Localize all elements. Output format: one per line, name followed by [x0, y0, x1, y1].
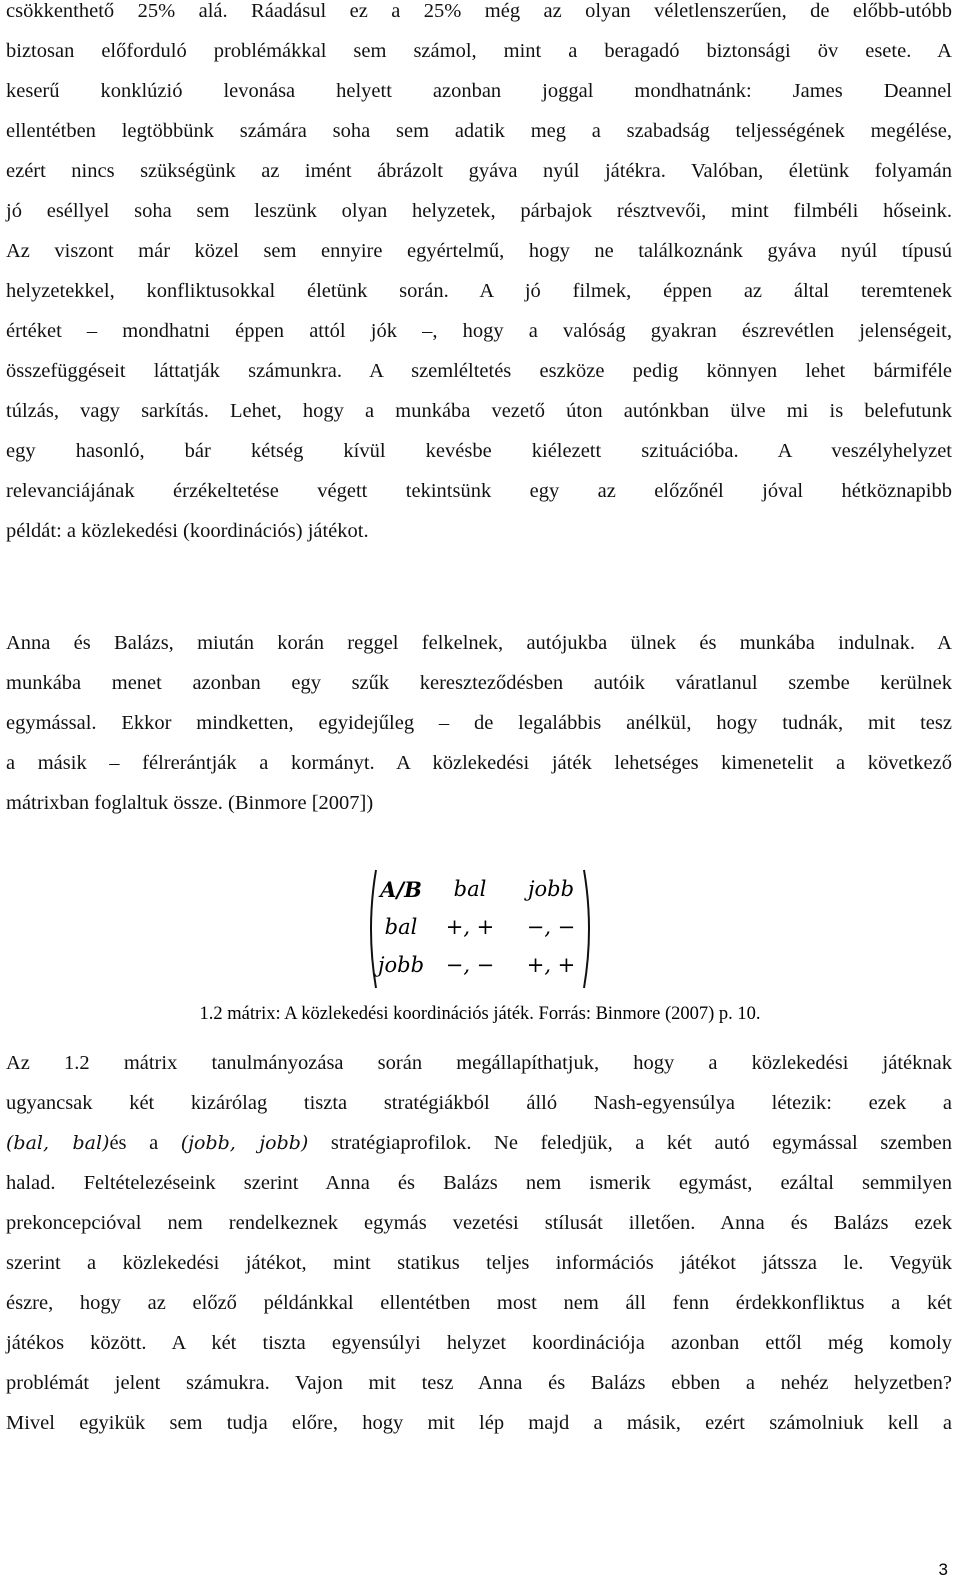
text-line: egymással. Ekkor mindketten, egyidejűleg – de legalábbis anélkül, hogy tudnák, mit tesz [6, 712, 952, 734]
text-line: relevanciájának érzékeltetése végett tekintsünk egy az előzőnél jóval hétköznapibb [6, 480, 952, 502]
paragraph-1 [6, 0, 952, 560]
text-line: a másik – félrerántják a kormányt. A közlekedési játék lehetséges kimenetelit a következő [6, 752, 952, 774]
text-line: prekoncepcióval nem rendelkeznek egymás vezetési stílusát illetően. Anna és Balázs ezek [6, 1212, 952, 1234]
right-parenthesis [582, 868, 596, 990]
text-line: csökkenthető 25% alá. Ráadásul ez a 25% még az olyan véletlenszerűen, de előbb-utóbb [6, 0, 952, 22]
text-line: ugyancsak két kizárólag tiszta stratégiákból álló Nash-egyensúlya létezik: ezek a [6, 1092, 952, 1114]
text-line: jó eséllyel soha sem leszünk olyan helyzetek, párbajok résztvevői, mint filmbéli hőseink. [6, 200, 952, 222]
text-line: példát: a közlekedési (koordinációs) játékot. [6, 520, 369, 542]
text-line: értéket – mondhatni éppen attól jók –, hogy a valóság gyakran észrevétlen jelenségeit, [6, 320, 952, 342]
text-line: keserű konklúzió levonása helyett azonban joggal mondhatnánk: James Deannel [6, 80, 952, 102]
text-fragment: stratégiaprofilok. Ne feledjük, a két autó egymással szemben [308, 1132, 952, 1154]
text-line: helyzetekkel, konfliktusokkal életünk során. A jó filmek, éppen az által teremtenek [6, 280, 952, 302]
matrix-cell: +, + [445, 915, 495, 939]
matrix-cell: −, − [526, 915, 576, 939]
text-line: biztosan előforduló problémákkal sem számol, mint a beragadó biztonsági öv esete. A [6, 40, 952, 62]
text-fragment: és a [109, 1132, 181, 1154]
matrix-cell: +, + [526, 953, 576, 977]
text-line: túlzás, vagy sarkítás. Lehet, hogy a munkába vezető úton autónkban ülve mi is belefutunk [6, 400, 952, 422]
matrix-cell: −, − [445, 953, 495, 977]
matrix-row [372, 946, 592, 984]
text-line: halad. Feltételezéseink szerint Anna és Balázs nem ismerik egymást, ezáltal semmilyen [6, 1172, 952, 1194]
matrix-corner-label: A/B [380, 876, 422, 902]
paragraph-2 [6, 632, 952, 832]
matrix-caption: 1.2 mátrix: A közlekedési koordinációs játék. Forrás: Binmore (2007) p. 10. [199, 1004, 761, 1024]
matrix-col-label-jobb: jobb [527, 877, 575, 901]
matrix-row [372, 908, 592, 946]
text-line: szerint a közlekedési játékot, mint statikus teljes információs játékot játssza le. Vegyük [6, 1252, 952, 1274]
text-line: ellentétben legtöbbünk számára soha sem adatik meg a szabadság teljességének megélése, [6, 120, 952, 142]
text-line: Az 1.2 mátrix tanulmányozása során megállapíthatjuk, hogy a közlekedési játéknak [6, 1052, 952, 1074]
paragraph-3 [6, 1052, 952, 1452]
math-profile-jobb-jobb: (jobb, jobb) [180, 1132, 309, 1154]
text-line-with-math [6, 1132, 952, 1172]
text-line: észre, hogy az előző példánkkal ellentétben most nem áll fenn érdekkonfliktus a két [6, 1292, 952, 1314]
text-line: munkába menet azonban egy szűk kereszteződésben autóik váratlanul szembe kerülnek [6, 672, 952, 694]
page-number: 3 [938, 1560, 948, 1579]
text-line: problémát jelent számukra. Vajon mit tesz Anna és Balázs ebben a nehéz helyzetben? [6, 1372, 952, 1394]
matrix-row-label-bal: bal [384, 915, 418, 939]
text-line: ezért nincs szükségünk az imént ábrázolt gyáva nyúl játékra. Valóban, életünk folyamán [6, 160, 952, 182]
matrix-row-label-jobb: jobb [377, 953, 425, 977]
text-line: egy hasonló, bár kétség kívül kevésbe kiélezett szituációba. A veszélyhelyzet [6, 440, 952, 462]
text-line: összefüggéseit láttatják számunkra. A szemléltetés eszköze pedig könnyen lehet bármiféle [6, 360, 952, 382]
payoff-matrix [364, 868, 596, 1000]
text-line: játékos között. A két tiszta egyensúlyi helyzet koordinációja azonban ettől még komoly [6, 1332, 952, 1354]
text-line: mátrixban foglaltuk össze. (Binmore [2007]) [6, 792, 374, 814]
matrix-col-label-bal: bal [453, 877, 487, 901]
math-profile-bal-bal: (bal, bal) [6, 1132, 110, 1154]
text-line: Az viszont már közel sem ennyire egyértelmű, hogy ne találkoznánk gyáva nyúl típusú [6, 240, 952, 262]
text-line: Anna és Balázs, miután korán reggel felkelnek, autójukba ülnek és munkába indulnak. A [6, 632, 952, 654]
text-line: Mivel egyikük sem tudja előre, hogy mit lép majd a másik, ezért számolniuk kell a [6, 1412, 952, 1434]
matrix-header-row [372, 870, 592, 908]
matrix-table [372, 870, 592, 984]
